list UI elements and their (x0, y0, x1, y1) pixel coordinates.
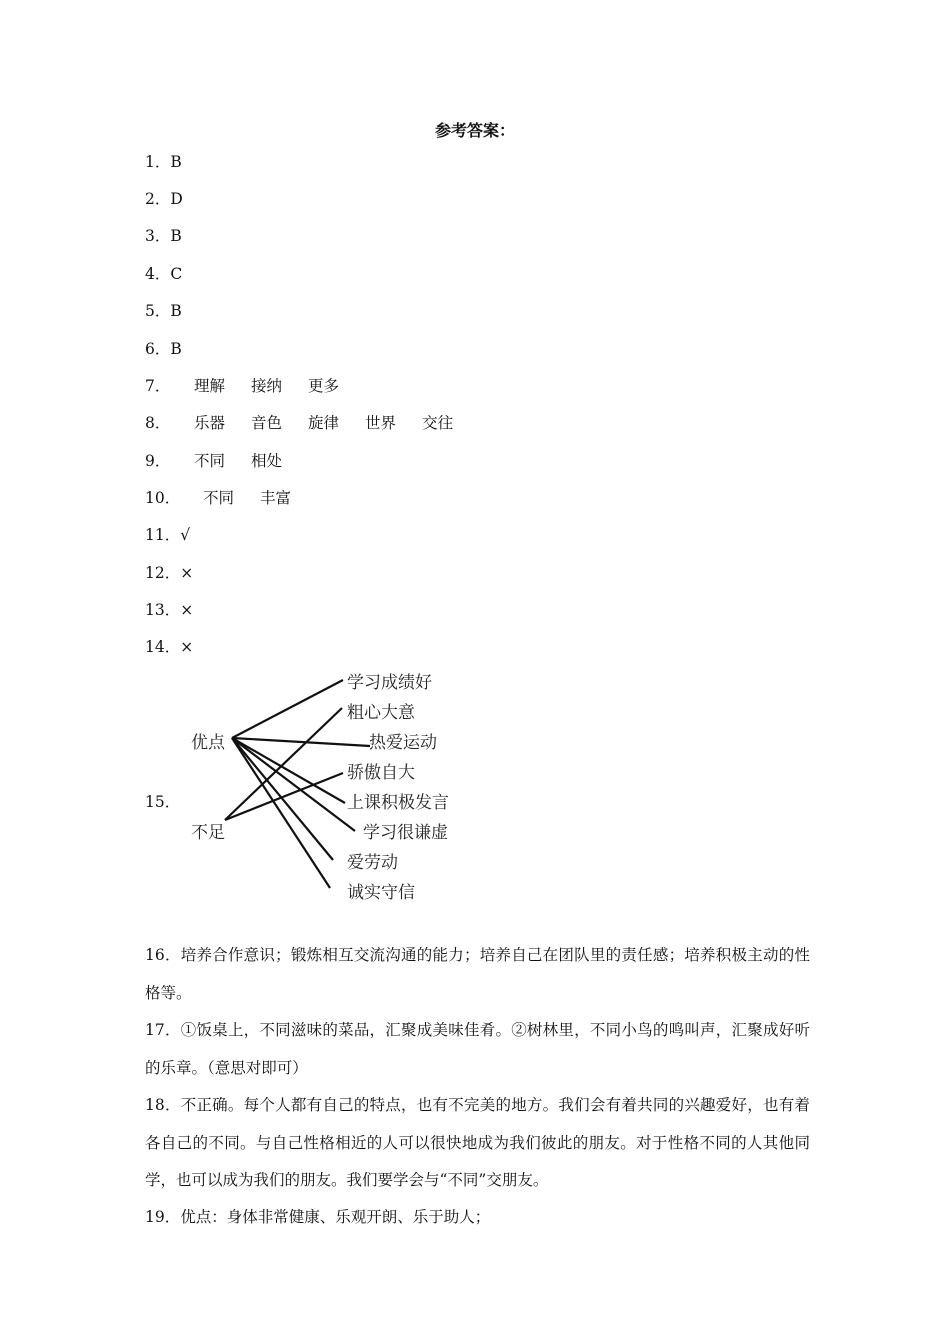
answer-19: 19．优点：身体非常健康、乐观开朗、乐于助人； (145, 1208, 491, 1226)
answer-10: 10． 不同 丰富 (145, 489, 292, 507)
answer-4: 4．C (145, 265, 183, 283)
answer-9: 9． 不同 相处 (145, 452, 283, 470)
right-item: 学习成绩好 (347, 673, 432, 693)
answer-17: 17．①饭桌上，不同滋味的菜品，汇聚成美味佳肴。②树林里，不同小鸟的鸣叫声，汇聚成好听的乐章。（意思对即可） (145, 1021, 810, 1077)
answer-5: 5．B (145, 302, 182, 320)
page-title: 参考答案： (434, 121, 515, 140)
right-item: 上课积极发言 (347, 793, 449, 813)
answer-2: 2．D (145, 190, 183, 208)
answer-8: 8． 乐器 音色 旋律 世界 交往 (145, 414, 454, 432)
answer-6: 6．B (145, 340, 182, 358)
answer-16: 16．培养合作意识；锻炼相互交流沟通的能力；培养自己在团队里的责任感；培养积极主动的性格等。 (145, 946, 810, 1002)
answer-1: 1．B (145, 153, 182, 171)
right-item: 爱劳动 (347, 853, 398, 873)
matching-diagram (185, 668, 475, 908)
right-item: 骄傲自大 (347, 763, 415, 783)
answer-11: 11．√ (145, 526, 191, 544)
answer-13: 13．× (145, 601, 194, 619)
right-item: 学习很谦虚 (363, 823, 448, 843)
answer-12: 12．× (145, 564, 194, 582)
answer-18: 18．不正确。每个人都有自己的特点，也有不完美的地方。我们会有着共同的兴趣爱好，也有着各自己的不同。与自己性格相近的人可以很快地成为我们彼此的朋友。对于性格不同的人其他同学，也可以成为我们的朋友。我们要学会与“不同”交朋友。 (145, 1096, 810, 1189)
answer-15-number: 15． (145, 793, 181, 811)
right-item: 热爱运动 (369, 733, 437, 753)
answer-7: 7． 理解 接纳 更多 (145, 377, 340, 395)
answer-3: 3．B (145, 227, 182, 245)
left-label-advantage: 优点 (191, 733, 225, 753)
answer-14: 14．× (145, 638, 194, 656)
right-item: 粗心大意 (347, 703, 415, 723)
left-label-shortcoming: 不足 (191, 823, 225, 843)
right-item: 诚实守信 (347, 883, 415, 903)
